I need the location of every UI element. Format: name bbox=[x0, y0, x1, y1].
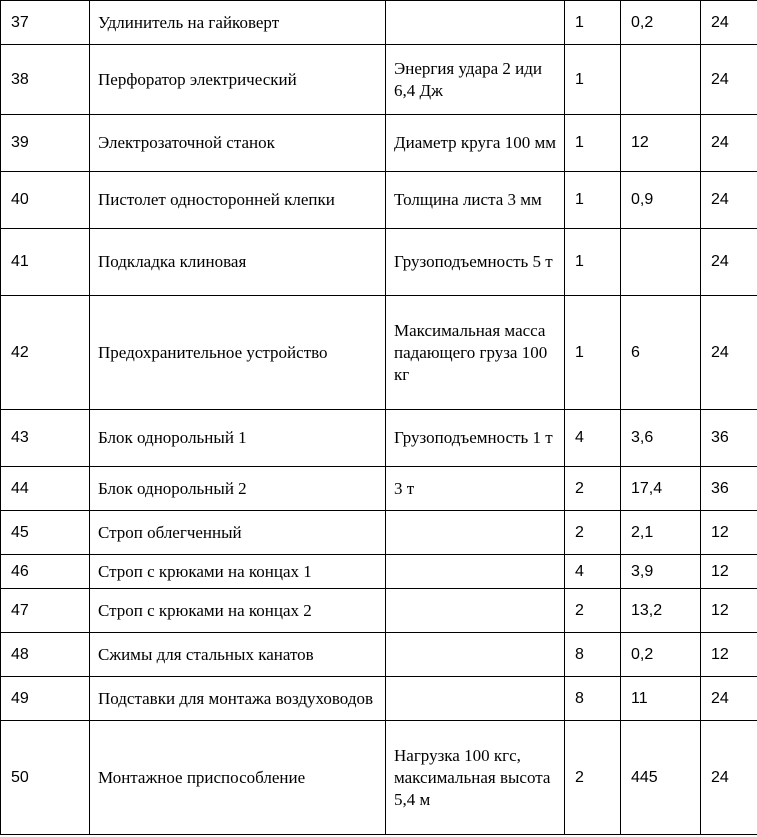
mass-cell: 6 bbox=[621, 296, 701, 410]
item-name-cell: Строп с крюками на концах 1 bbox=[90, 555, 386, 589]
service-term-cell: 36 bbox=[701, 410, 757, 467]
table-row bbox=[1, 410, 757, 467]
item-spec-cell: Грузоподъемность 1 т bbox=[386, 410, 565, 467]
item-name-cell: Перфоратор электрический bbox=[90, 45, 386, 115]
table-row bbox=[1, 1, 757, 45]
item-spec-cell bbox=[386, 555, 565, 589]
quantity-cell: 2 bbox=[565, 467, 621, 511]
service-term-cell: 24 bbox=[701, 721, 757, 835]
service-term-cell: 12 bbox=[701, 555, 757, 589]
mass-cell: 11 bbox=[621, 677, 701, 721]
item-spec-cell bbox=[386, 511, 565, 555]
quantity-cell: 1 bbox=[565, 172, 621, 229]
row-number-cell: 37 bbox=[1, 1, 90, 45]
mass-cell bbox=[621, 229, 701, 296]
quantity-cell: 2 bbox=[565, 721, 621, 835]
item-name-cell: Подставки для монтажа воздуховодов bbox=[90, 677, 386, 721]
row-number-cell: 41 bbox=[1, 229, 90, 296]
service-term-cell: 12 bbox=[701, 589, 757, 633]
row-number-cell: 50 bbox=[1, 721, 90, 835]
table-row bbox=[1, 721, 757, 835]
row-number-cell: 43 bbox=[1, 410, 90, 467]
item-name-cell: Предохранительное устройство bbox=[90, 296, 386, 410]
item-spec-cell: Нагрузка 100 кгс, максимальная высота 5,4 м bbox=[386, 721, 565, 835]
item-name-cell: Пистолет односторонней клепки bbox=[90, 172, 386, 229]
mass-cell: 0,2 bbox=[621, 1, 701, 45]
mass-cell: 12 bbox=[621, 115, 701, 172]
table-row bbox=[1, 589, 757, 633]
item-name-cell: Удлинитель на гайковерт bbox=[90, 1, 386, 45]
item-name-cell: Строп с крюками на концах 2 bbox=[90, 589, 386, 633]
mass-cell: 17,4 bbox=[621, 467, 701, 511]
item-name-cell: Блок однорольный 2 bbox=[90, 467, 386, 511]
item-spec-cell: Диаметр круга 100 мм bbox=[386, 115, 565, 172]
mass-cell: 3,9 bbox=[621, 555, 701, 589]
row-number-cell: 39 bbox=[1, 115, 90, 172]
quantity-cell: 4 bbox=[565, 555, 621, 589]
row-number-cell: 42 bbox=[1, 296, 90, 410]
quantity-cell: 1 bbox=[565, 45, 621, 115]
mass-cell: 0,2 bbox=[621, 633, 701, 677]
table-row bbox=[1, 172, 757, 229]
service-term-cell: 24 bbox=[701, 229, 757, 296]
item-spec-cell bbox=[386, 589, 565, 633]
item-name-cell: Строп облегченный bbox=[90, 511, 386, 555]
mass-cell: 445 bbox=[621, 721, 701, 835]
mass-cell bbox=[621, 45, 701, 115]
row-number-cell: 45 bbox=[1, 511, 90, 555]
table-row bbox=[1, 45, 757, 115]
row-number-cell: 48 bbox=[1, 633, 90, 677]
item-spec-cell: Грузоподъемность 5 т bbox=[386, 229, 565, 296]
quantity-cell: 1 bbox=[565, 1, 621, 45]
item-name-cell: Монтажное приспособление bbox=[90, 721, 386, 835]
service-term-cell: 24 bbox=[701, 45, 757, 115]
table-row bbox=[1, 677, 757, 721]
mass-cell: 0,9 bbox=[621, 172, 701, 229]
table-row bbox=[1, 555, 757, 589]
item-name-cell: Подкладка клиновая bbox=[90, 229, 386, 296]
mass-cell: 13,2 bbox=[621, 589, 701, 633]
quantity-cell: 2 bbox=[565, 511, 621, 555]
row-number-cell: 49 bbox=[1, 677, 90, 721]
row-number-cell: 38 bbox=[1, 45, 90, 115]
row-number-cell: 46 bbox=[1, 555, 90, 589]
item-name-cell: Сжимы для стальных канатов bbox=[90, 633, 386, 677]
table-row bbox=[1, 467, 757, 511]
item-spec-cell: Толщина листа 3 мм bbox=[386, 172, 565, 229]
item-spec-cell bbox=[386, 677, 565, 721]
table-row bbox=[1, 229, 757, 296]
table-row bbox=[1, 115, 757, 172]
table-row bbox=[1, 511, 757, 555]
service-term-cell: 36 bbox=[701, 467, 757, 511]
quantity-cell: 4 bbox=[565, 410, 621, 467]
item-name-cell: Блок однорольный 1 bbox=[90, 410, 386, 467]
quantity-cell: 8 bbox=[565, 677, 621, 721]
item-spec-cell: Максимальная масса падающего груза 100 кг bbox=[386, 296, 565, 410]
service-term-cell: 12 bbox=[701, 633, 757, 677]
service-term-cell: 24 bbox=[701, 1, 757, 45]
mass-cell: 2,1 bbox=[621, 511, 701, 555]
service-term-cell: 24 bbox=[701, 172, 757, 229]
item-name-cell: Электрозаточной станок bbox=[90, 115, 386, 172]
row-number-cell: 44 bbox=[1, 467, 90, 511]
service-term-cell: 12 bbox=[701, 511, 757, 555]
row-number-cell: 47 bbox=[1, 589, 90, 633]
quantity-cell: 1 bbox=[565, 296, 621, 410]
table-row bbox=[1, 633, 757, 677]
item-spec-cell bbox=[386, 1, 565, 45]
item-spec-cell: Энергия удара 2 иди 6,4 Дж bbox=[386, 45, 565, 115]
row-number-cell: 40 bbox=[1, 172, 90, 229]
quantity-cell: 1 bbox=[565, 229, 621, 296]
service-term-cell: 24 bbox=[701, 677, 757, 721]
quantity-cell: 2 bbox=[565, 589, 621, 633]
mass-cell: 3,6 bbox=[621, 410, 701, 467]
item-spec-cell bbox=[386, 633, 565, 677]
quantity-cell: 1 bbox=[565, 115, 621, 172]
item-spec-cell: 3 т bbox=[386, 467, 565, 511]
service-term-cell: 24 bbox=[701, 296, 757, 410]
quantity-cell: 8 bbox=[565, 633, 621, 677]
table-row bbox=[1, 296, 757, 410]
service-term-cell: 24 bbox=[701, 115, 757, 172]
